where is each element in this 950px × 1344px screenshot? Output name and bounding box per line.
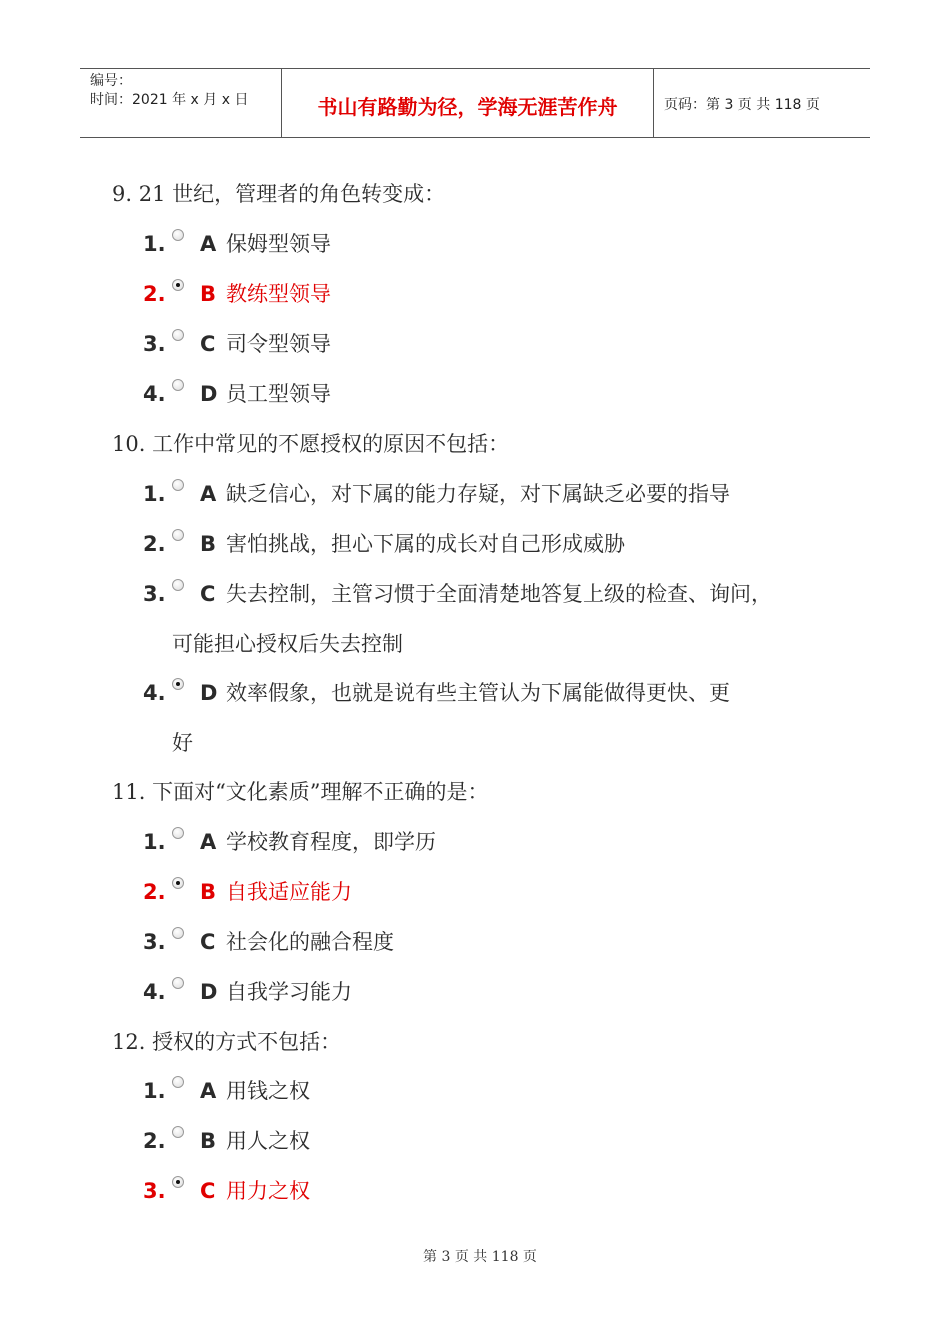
option-number: 3. <box>143 332 166 356</box>
option-text: 效率假象，也就是说有些主管认为下属能做得更快、更 <box>226 681 730 705</box>
page-header <box>80 68 870 138</box>
option-number: 2. <box>143 880 166 904</box>
option-row[interactable] <box>143 826 436 856</box>
option-row[interactable] <box>143 578 772 608</box>
option-letter: A <box>200 482 217 506</box>
option-text: 害怕挑战，担心下属的成长对自己形成威胁 <box>226 532 625 556</box>
option-number: 2. <box>143 532 166 556</box>
option-letter: D <box>200 382 218 406</box>
question-title: 9. 21 世纪，管理者的角色转变成： <box>112 182 446 206</box>
option-number: 1. <box>143 1079 166 1103</box>
option-letter: C <box>200 582 216 606</box>
radio-button-checked[interactable] <box>172 678 184 690</box>
option-text: 社会化的融合程度 <box>226 930 394 954</box>
option-letter: B <box>200 532 217 556</box>
option-text: 教练型领导 <box>226 282 331 306</box>
option-row[interactable] <box>143 228 331 258</box>
option-number: 4. <box>143 382 166 406</box>
option-row[interactable] <box>143 677 730 707</box>
radio-button[interactable] <box>172 329 184 341</box>
option-number: 2. <box>143 1129 166 1153</box>
radio-button[interactable] <box>172 479 184 491</box>
option-row[interactable] <box>143 328 331 358</box>
radio-button[interactable] <box>172 827 184 839</box>
radio-button[interactable] <box>172 927 184 939</box>
option-row[interactable] <box>143 378 331 408</box>
radio-button[interactable] <box>172 379 184 391</box>
option-row[interactable] <box>143 478 730 508</box>
header-page-label: 页码：第 3 页 共 118 页 <box>664 97 820 113</box>
option-row[interactable] <box>143 926 394 956</box>
option-row[interactable] <box>143 976 352 1006</box>
option-row-selected[interactable] <box>143 1175 310 1205</box>
option-row[interactable] <box>143 1075 310 1105</box>
option-row[interactable] <box>143 1125 310 1155</box>
option-letter: A <box>200 232 217 256</box>
option-letter: B <box>200 1129 217 1153</box>
option-row-selected[interactable] <box>143 278 331 308</box>
option-text: 员工型领导 <box>226 382 331 406</box>
option-number: 3. <box>143 582 166 606</box>
option-letter: A <box>200 1079 217 1103</box>
option-letter: C <box>200 332 216 356</box>
option-number: 1. <box>143 482 166 506</box>
option-number: 1. <box>143 830 166 854</box>
radio-button-checked[interactable] <box>172 877 184 889</box>
option-number: 1. <box>143 232 166 256</box>
option-letter: A <box>200 830 217 854</box>
radio-button-checked[interactable] <box>172 1176 184 1188</box>
option-text: 自我学习能力 <box>226 980 352 1004</box>
option-number: 2. <box>143 282 166 306</box>
option-text: 缺乏信心，对下属的能力存疑，对下属缺乏必要的指导 <box>226 482 730 506</box>
option-letter: D <box>200 681 218 705</box>
radio-button[interactable] <box>172 1126 184 1138</box>
radio-button[interactable] <box>172 1076 184 1088</box>
option-text: 学校教育程度，即学历 <box>226 830 436 854</box>
option-text: 用人之权 <box>226 1129 310 1153</box>
header-meta <box>80 69 282 137</box>
option-letter: C <box>200 930 216 954</box>
question-title: 11. 下面对“文化素质”理解不正确的是： <box>112 780 489 804</box>
option-number: 3. <box>143 1179 166 1203</box>
option-number: 3. <box>143 930 166 954</box>
option-text: 用力之权 <box>226 1179 310 1203</box>
option-text: 失去控制，主管习惯于全面清楚地答复上级的检查、询问， <box>226 582 772 606</box>
radio-button[interactable] <box>172 579 184 591</box>
radio-button-checked[interactable] <box>172 279 184 291</box>
option-number: 4. <box>143 681 166 705</box>
time-label: 时间：2021 年 x 月 x 日 <box>90 92 249 108</box>
number-label: 编号： <box>90 73 132 89</box>
question-title: 12. 授权的方式不包括： <box>112 1030 342 1054</box>
page-footer: 第 3 页 共 118 页 <box>423 1249 537 1265</box>
option-text-continuation: 好 <box>172 731 193 755</box>
radio-button[interactable] <box>172 529 184 541</box>
option-text: 用钱之权 <box>226 1079 310 1103</box>
radio-button[interactable] <box>172 229 184 241</box>
option-text: 司令型领导 <box>226 332 331 356</box>
option-letter: B <box>200 880 217 904</box>
option-letter: C <box>200 1179 216 1203</box>
option-row[interactable] <box>143 528 625 558</box>
header-motto: 书山有路勤为径，学海无涯苦作舟 <box>282 69 654 137</box>
option-row-selected[interactable] <box>143 876 352 906</box>
question-title: 10. 工作中常见的不愿授权的原因不包括： <box>112 432 510 456</box>
option-letter: D <box>200 980 218 1004</box>
option-text-continuation: 可能担心授权后失去控制 <box>172 632 403 656</box>
option-text: 自我适应能力 <box>226 880 352 904</box>
radio-button[interactable] <box>172 977 184 989</box>
option-letter: B <box>200 282 217 306</box>
option-number: 4. <box>143 980 166 1004</box>
option-text: 保姆型领导 <box>226 232 331 256</box>
